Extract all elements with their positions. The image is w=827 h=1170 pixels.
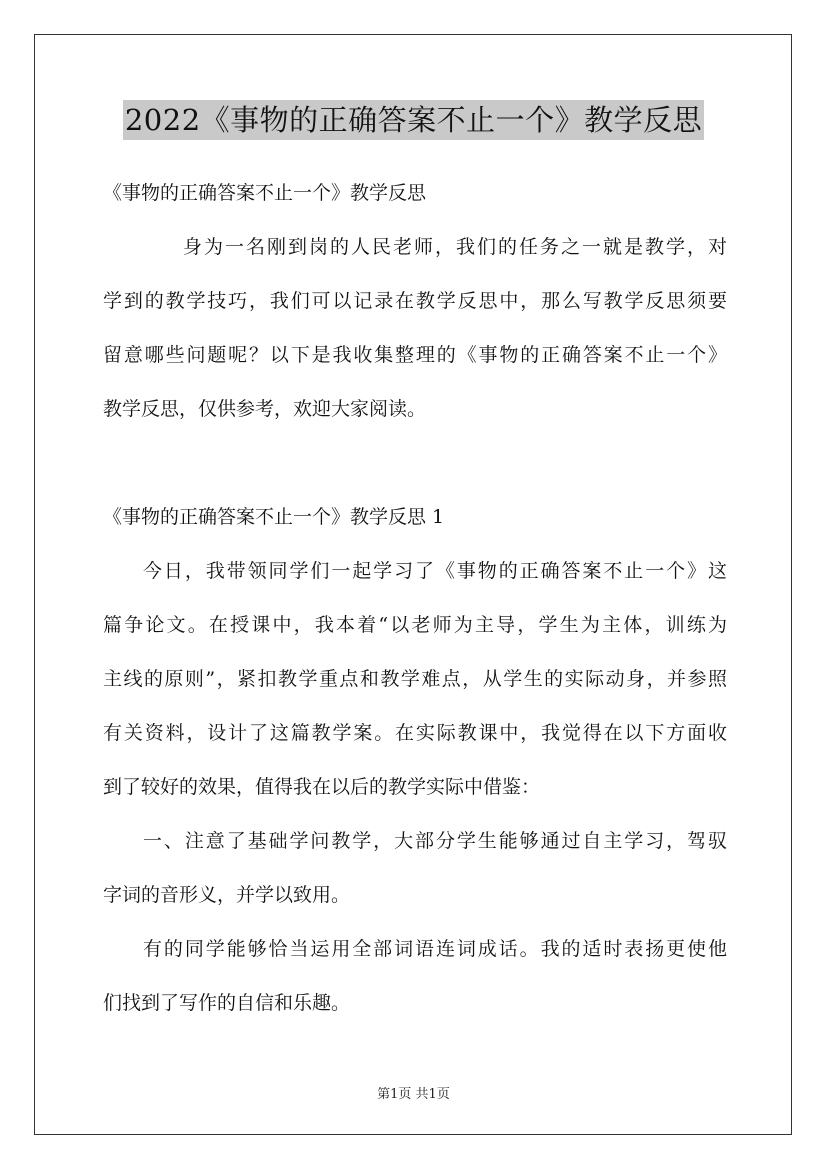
paragraph-line: 有的同学能够恰当运用全部词语连词成话。我的适时表扬更使他 [143, 938, 727, 960]
title-container [0, 100, 827, 140]
paragraph-line: 有关资料，设计了这篇教学案。在实际教课中，我觉得在以下方面收 [103, 722, 727, 744]
section-heading: 《事物的正确答案不止一个》教学反思 1 [103, 506, 445, 528]
intro-line: 学到的教学技巧，我们可以记录在教学反思中，那么写教学反思须要 [103, 290, 727, 312]
intro-line: 教学反思，仅供参考，欢迎大家阅读。 [103, 398, 427, 420]
page-footer: 第1页 共1页 [377, 1087, 450, 1102]
subtitle: 《事物的正确答案不止一个》教学反思 [103, 182, 427, 204]
paragraph-line: 主线的原则”，紧扣教学重点和教学难点，从学生的实际动身，并参照 [103, 668, 727, 690]
paragraph-line: 字词的音形义，并学以致用。 [103, 884, 351, 906]
paragraph-line: 今日，我带领同学们一起学习了《事物的正确答案不止一个》这 [143, 560, 727, 582]
document-title: 2022《事物的正确答案不止一个》教学反思 [123, 100, 704, 140]
document-body [103, 172, 727, 1036]
intro-line: 身为一名刚到岗的人民老师，我们的任务之一就是教学，对 [183, 236, 727, 258]
paragraph-line: 到了较好的效果，值得我在以后的教学实际中借鉴： [103, 776, 541, 798]
spacer [103, 442, 727, 496]
intro-line: 留意哪些问题呢？以下是我收集整理的《事物的正确答案不止一个》 [103, 344, 727, 366]
paragraph-line: 一、注意了基础学问教学，大部分学生能够通过自主学习，驾驭 [143, 830, 727, 852]
paragraph-line: 们找到了写作的自信和乐趣。 [103, 992, 351, 1014]
paragraph-line: 篇争论文。在授课中，我本着“以老师为主导，学生为主体，训练为 [103, 614, 727, 636]
